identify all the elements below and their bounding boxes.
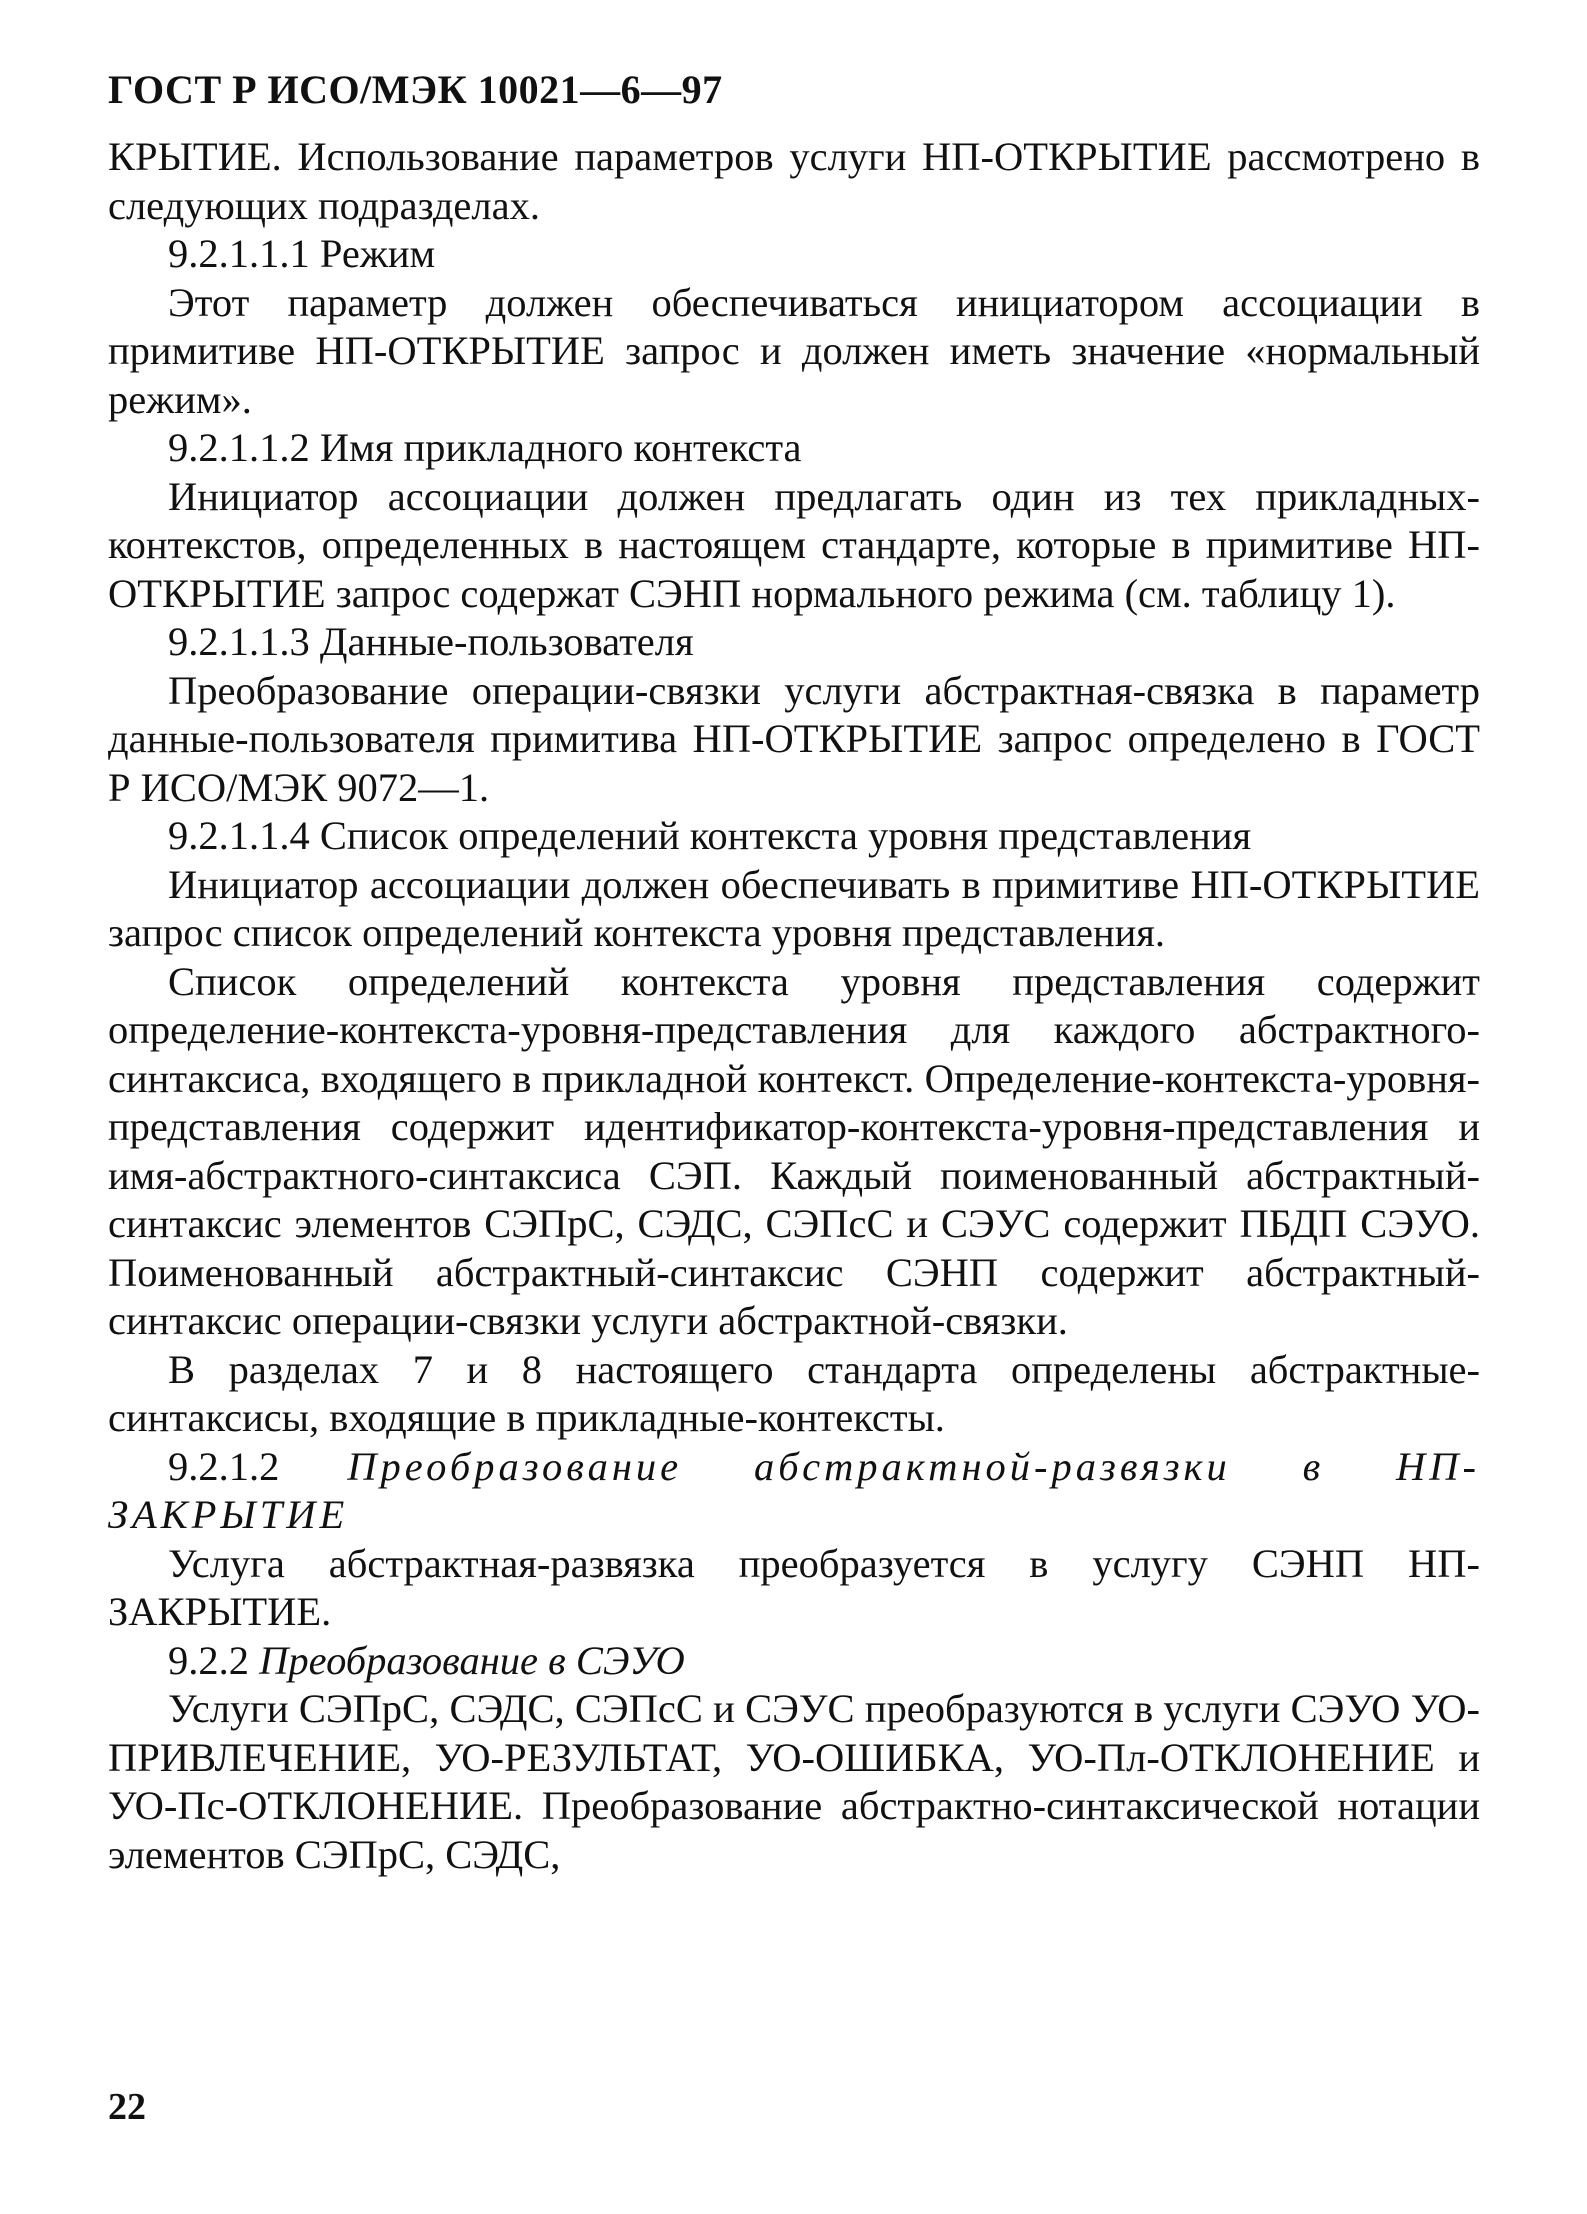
subsection-heading-mode: 9.2.1.1.1 Режим (168, 231, 436, 276)
paragraph-sections-reference: В разделах 7 и 8 настоящего стандарта определены абстрактные-синтаксисы, входящие в прикладные-контексты. (108, 1346, 1480, 1440)
subsection-heading-unbind (108, 1443, 1480, 1540)
document-header: ГОСТ Р ИСО/МЭК 10021—6—97 (108, 67, 723, 112)
subsection-title-rose: Преобразование в СЭУО (259, 1637, 685, 1683)
document-body (108, 133, 1480, 1879)
subsection-heading-rose (108, 1637, 1480, 1686)
subsection-heading-application-context: 9.2.1.1.2 Имя прикладного контекста (168, 425, 802, 470)
document-page (108, 66, 1480, 1879)
paragraph-presentation-context-list-1: Инициатор ассоциации должен обеспечивать в примитиве НП-ОТКРЫТИЕ запрос список определений контекста уровня представления. (108, 861, 1480, 955)
subsection-heading-presentation-context-list: 9.2.1.1.4 Список определений контекста уровня представления (168, 813, 1252, 858)
subsection-number-rose: 9.2.2 (168, 1637, 249, 1683)
subsection-title-unbind: Преобразование абстрактной-развязки в НП-ЗАКРЫТИЕ (108, 1443, 1480, 1537)
page-number: 22 (108, 2086, 146, 2128)
paragraph-application-context: Инициатор ассоциации должен предлагать один из тех прикладных-контекстов, определенных в настоящем стандарте, которые в примитиве НП-ОТКРЫТИЕ запрос содержат СЭНП нормального режима (см. таблицу 1). (108, 473, 1480, 616)
paragraph-presentation-context-list-2: Список определений контекста уровня представления содержит определение-контекста-уровня-представления для каждого абстрактного-синтаксиса, входящего в прикладной контекст. Определение-контекста-уровня-представления содержит идентификатор-контекста-уровня-представления и имя-абстрактного-синтаксиса СЭП. Каждый поименованный абстрактный-синтаксис элементов СЭПрС, СЭДС, СЭПсС и СЭУС содержит ПБДП СЭУО. Поименованный абстрактный-синтаксис СЭНП содержит абстрактный-синтаксис операции-связки услуги абстрактной-связки. (108, 958, 1480, 1343)
paragraph-unbind: Услуга абстрактная-развязка преобразуется в услугу СЭНП НП-ЗАКРЫТИЕ. (108, 1540, 1480, 1634)
paragraph-mode: Этот параметр должен обеспечиваться инициатором ассоциации в примитиве НП-ОТКРЫТИЕ запрос и должен иметь значение «нормальный режим». (108, 279, 1480, 422)
paragraph-user-data: Преобразование операции-связки услуги абстрактная-связка в параметр данные-пользователя примитива НП-ОТКРЫТИЕ запрос определено в ГОСТ Р ИСО/МЭК 9072—1. (108, 667, 1480, 810)
subsection-heading-user-data: 9.2.1.1.3 Данные-пользователя (168, 619, 694, 664)
subsection-number-unbind: 9.2.1.2 (168, 1443, 280, 1489)
paragraph-rose-mapping: Услуги СЭПрС, СЭДС, СЭПсС и СЭУС преобразуются в услуги СЭУО УО-ПРИВЛЕЧЕНИЕ, УО-РЕЗУЛЬТАТ, УО-ОШИБКА, УО-Пл-ОТКЛОНЕНИЕ и УО-Пс-ОТКЛОНЕНИЕ. Преобразование абстрактно-синтаксической нотации элементов СЭПрС, СЭДС, (108, 1686, 1480, 1877)
paragraph-continuation: КРЫТИЕ. Использование параметров услуги НП-ОТКРЫТИЕ рассмотрено в следующих подразделах. (108, 134, 1480, 228)
